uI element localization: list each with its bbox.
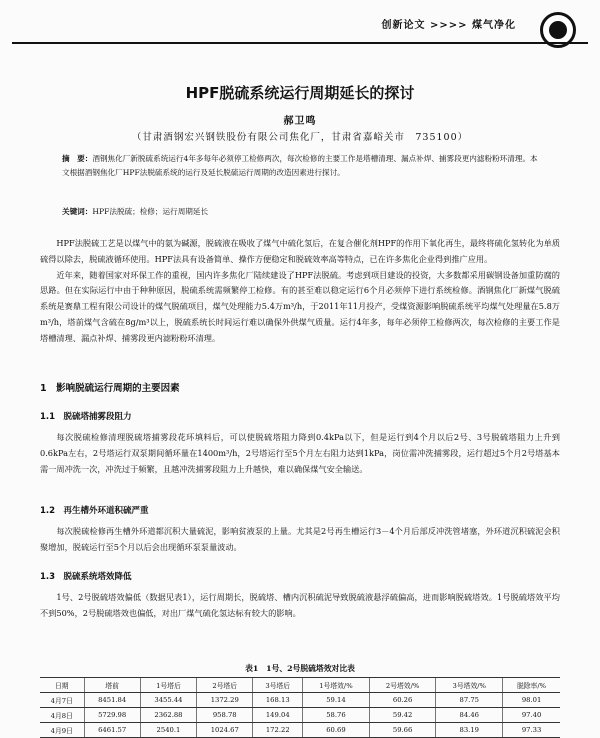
intro: [40, 236, 560, 347]
table-cell: 60.26: [369, 693, 436, 708]
table-cell: 172.22: [253, 723, 303, 738]
table-cell: 59.66: [369, 723, 436, 738]
section-1-heading: 1 影响脱硫运行周期的主要因素: [40, 383, 180, 394]
table-header-cell: 1号塔后: [140, 678, 196, 693]
table-cell: 59.42: [369, 708, 436, 723]
table-cell: 4月8日: [40, 708, 84, 723]
section-1-3-heading: 1.3 脱硫系统塔效降低: [40, 572, 132, 582]
table-header-row: [40, 678, 560, 693]
table-header-cell: 日期: [40, 678, 84, 693]
intro-paragraph-1: HPF法脱硫工艺是以煤气中的氨为碱源，脱硫液在吸收了煤气中硫化氢后，在复合催化剂HPF的作用下氧化再生，最终将硫化氢转化为单质硫得以除去，脱硫液循环使用。HPF法具有设备简单、操作方便稳定和脱硫效率高等特点，已在许多焦化企业得到推广应用。: [40, 238, 560, 264]
tower-efficiency-table: [40, 677, 560, 738]
table-cell: 6461.57: [84, 723, 140, 738]
table-header-cell: 2号塔效/%: [369, 678, 436, 693]
section-1-1-body: [40, 430, 560, 477]
keywords-label: 关键词：: [62, 207, 93, 216]
table-cell: 58.76: [303, 708, 370, 723]
affiliation: （甘肃酒钢宏兴钢铁股份有限公司焦化厂，甘肃省嘉峪关市 735100）: [131, 132, 469, 143]
table-row: [40, 693, 560, 708]
table-cell: 97.33: [503, 723, 560, 738]
table-cell: 98.01: [503, 693, 560, 708]
table-header-cell: 3号塔效/%: [436, 678, 503, 693]
table-cell: 87.75: [436, 693, 503, 708]
section-1-2-heading: 1.2 再生槽外环道积硫严重: [40, 506, 149, 516]
intro-paragraph-2: 近年来，随着国家对环保工作的重视，国内许多焦化厂陆续建设了HPF法脱硫。考虑到项目建设的投资，大多数都采用碳钢设备加重防腐的思路。但在实际运行中由于种种原因，脱硫系统需频繁停工检修。有的甚至难以稳定运行6个月必须停下进行系统检修。酒钢焦化厂新煤气脱硫系统是赛鼎工程有限公司设计的煤气脱硫项目，煤气处理能力5.4万m³/h，于2011年11月投产，受煤资源影响脱硫系统平均煤气处理量在5.8万m³/h，塔前煤气含硫在8g/m³以上，脱硫系统长时间运行难以确保外供煤气质量。运行4年多，每年必须停工检修两次，每次检修的主要工作是塔槽清理、漏点补焊、捕雾段更内滤粉粉环清理。: [40, 269, 560, 343]
abstract-label: 摘 要：: [62, 154, 93, 163]
table-header-cell: 2号塔后: [197, 678, 253, 693]
table-cell: 60.69: [303, 723, 370, 738]
table-cell: 97.40: [503, 708, 560, 723]
table-header-cell: 脱除率/%: [503, 678, 560, 693]
table-cell: 149.04: [253, 708, 303, 723]
table-cell: 958.78: [197, 708, 253, 723]
section-1-3-text: 1号、2号脱硫塔效偏低（数据见表1），运行周期长，脱硫塔、槽内沉积硫泥导致脱硫液悬浮硫偏高，进而影响脱硫塔效。1号脱硫塔效平均不到50%，2号脱硫塔效也偏低，对出厂煤气硫化氢达标有较大的影响。: [40, 592, 560, 618]
table-cell: 4月9日: [40, 723, 84, 738]
table-cell: 3455.44: [140, 693, 196, 708]
table-cell: 83.19: [436, 723, 503, 738]
table-header-cell: 1号塔效/%: [303, 678, 370, 693]
table-cell: 84.46: [436, 708, 503, 723]
table-cell: 1372.29: [197, 693, 253, 708]
table-header-cell: 3号塔后: [253, 678, 303, 693]
table-cell: 2540.1: [140, 723, 196, 738]
section-1-2-text: 每次脱硫检修再生槽外环道都沉积大量硫泥，影响贫液泵的上量。尤其是2号再生槽运行3－4个月后部反冲洗管堵塞，外环道沉积硫泥会积聚增加，脱硫运行至5个月以后会出现循环泵泵量波动。: [40, 526, 560, 552]
table-header-cell: 塔前: [84, 678, 140, 693]
table-cell: 5729.98: [84, 708, 140, 723]
header-rule: [12, 42, 588, 44]
author: 郝卫鸣: [283, 116, 317, 127]
abstract: [62, 152, 542, 179]
section-1-1-heading: 1.1 脱硫塔捕雾段阻力: [40, 412, 132, 422]
table-cell: 2362.88: [140, 708, 196, 723]
table-cell: 168.13: [253, 693, 303, 708]
table-cell: 59.14: [303, 693, 370, 708]
keywords: [62, 206, 208, 217]
table-caption: 表1 1号、2号脱硫塔效对比表: [245, 664, 355, 673]
abstract-text: 酒钢焦化厂新脱硫系统运行4年多每年必须停工检修两次，每次检修的主要工作是塔槽清理、漏点补焊、捕雾段更内滤粉粉环清理。本文根据酒钢焦化厂HPF法脱硫系统的运行及延长脱硫运行周期的改造因素进行探讨。: [62, 154, 538, 177]
table-cell: 4月7日: [40, 693, 84, 708]
section-1-1-text: 每次脱硫检修清理脱硫塔捕雾段花环填料后，可以使脱硫塔阻力降到0.4kPa以下，但是运行到4个月以后2号、3号脱硫塔阻力上升到0.6kPa左右，2号塔运行双泵期间循环量在1400m³/h，2号塔运行至5个月左右阻力达到1kPa，岗位需冲洗捕雾段，运行超过5个月2号塔基本需一周冲洗一次，冲洗过于频繁，且越冲洗捕雾段阻力上升越快，难以确保煤气安全输送。: [40, 432, 560, 474]
section-1-2-body: [40, 524, 560, 556]
table-row: [40, 708, 560, 723]
table-cell: 8451.84: [84, 693, 140, 708]
keywords-text: HPF法脱硫；检修；运行周期延长: [92, 207, 209, 216]
table-row: [40, 723, 560, 738]
paper-title: HPF脱硫系统运行周期延长的探讨: [185, 84, 415, 102]
header-text: 创新论文 >>>> 煤气净化: [381, 20, 516, 31]
section-1-3-body: [40, 590, 560, 622]
table-cell: 1024.67: [197, 723, 253, 738]
